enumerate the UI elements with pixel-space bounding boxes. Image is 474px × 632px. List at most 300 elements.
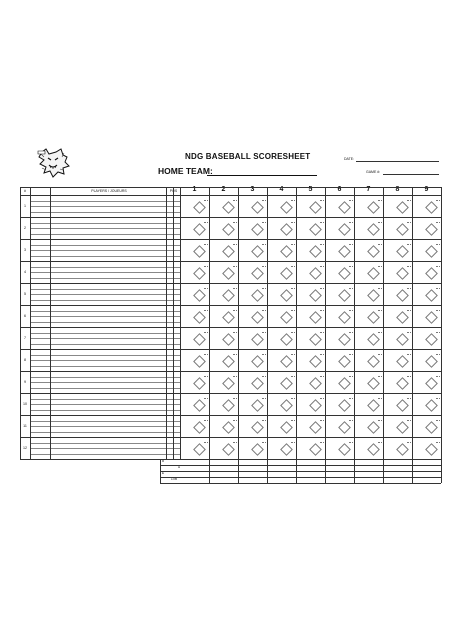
grid-line	[30, 256, 180, 257]
count-marks	[436, 200, 440, 201]
base-diamond-icon	[309, 201, 322, 214]
at-bat-cell[interactable]	[267, 195, 296, 217]
home-team-field[interactable]	[207, 175, 317, 176]
row-number: 4	[24, 270, 26, 274]
base-diamond-icon	[193, 377, 206, 390]
count-marks	[349, 420, 353, 421]
row-number: 7	[24, 336, 26, 340]
at-bat-cell[interactable]	[296, 195, 325, 217]
count-marks	[291, 442, 295, 443]
count-marks	[262, 288, 266, 289]
totals-cell[interactable]	[209, 477, 238, 483]
at-bat-cell[interactable]	[412, 327, 441, 349]
at-bat-cell[interactable]	[325, 305, 354, 327]
grid-line	[30, 355, 180, 356]
count-marks	[378, 222, 382, 223]
count-marks	[320, 442, 324, 443]
base-diamond-icon	[280, 311, 293, 324]
at-bat-cell[interactable]	[209, 437, 238, 459]
base-diamond-icon	[338, 289, 351, 302]
totals-cell[interactable]	[412, 477, 441, 483]
at-bat-cell[interactable]	[412, 283, 441, 305]
count-marks	[291, 420, 295, 421]
count-marks	[378, 376, 382, 377]
at-bat-cell[interactable]	[180, 393, 209, 415]
at-bat-cell[interactable]	[325, 327, 354, 349]
base-diamond-icon	[396, 443, 409, 456]
count-marks	[204, 200, 208, 201]
base-diamond-icon	[425, 355, 438, 368]
base-diamond-icon	[396, 267, 409, 280]
at-bat-cell[interactable]	[180, 305, 209, 327]
totals-cell[interactable]	[180, 477, 209, 483]
row-number: 6	[24, 314, 26, 318]
at-bat-cell[interactable]	[209, 371, 238, 393]
inning-header: 1	[192, 186, 197, 193]
base-diamond-icon	[251, 267, 264, 280]
base-diamond-icon	[367, 245, 380, 258]
base-diamond-icon	[309, 421, 322, 434]
at-bat-cell[interactable]	[180, 371, 209, 393]
at-bat-cell[interactable]	[354, 305, 383, 327]
count-marks	[291, 244, 295, 245]
row-number: 5	[24, 292, 26, 296]
at-bat-cell[interactable]	[325, 283, 354, 305]
at-bat-cell[interactable]	[325, 349, 354, 371]
at-bat-cell[interactable]	[412, 239, 441, 261]
count-marks	[436, 420, 440, 421]
base-diamond-icon	[251, 289, 264, 302]
base-diamond-icon	[222, 443, 235, 456]
at-bat-cell[interactable]	[412, 217, 441, 239]
row-number: 12	[23, 446, 27, 450]
base-diamond-icon	[193, 443, 206, 456]
at-bat-cell[interactable]	[180, 239, 209, 261]
base-diamond-icon	[222, 333, 235, 346]
base-diamond-icon	[251, 399, 264, 412]
count-marks	[233, 442, 237, 443]
count-marks	[378, 244, 382, 245]
base-diamond-icon	[280, 223, 293, 236]
grid-line	[30, 234, 180, 235]
count-marks	[262, 442, 266, 443]
grid-line	[30, 206, 180, 207]
grid-line	[30, 322, 180, 323]
base-diamond-icon	[425, 333, 438, 346]
base-diamond-icon	[396, 311, 409, 324]
base-diamond-icon	[309, 245, 322, 258]
at-bat-cell[interactable]	[238, 261, 267, 283]
count-marks	[378, 354, 382, 355]
count-marks	[291, 222, 295, 223]
count-marks	[320, 310, 324, 311]
at-bat-cell[interactable]	[296, 437, 325, 459]
at-bat-cell[interactable]	[354, 371, 383, 393]
count-marks	[349, 222, 353, 223]
totals-cell[interactable]	[296, 477, 325, 483]
count-marks	[262, 420, 266, 421]
count-marks	[233, 310, 237, 311]
grid-line	[30, 212, 180, 213]
at-bat-cell[interactable]	[296, 305, 325, 327]
base-diamond-icon	[396, 223, 409, 236]
grid-line	[173, 187, 174, 459]
base-diamond-icon	[338, 443, 351, 456]
at-bat-cell[interactable]	[383, 393, 412, 415]
totals-label: LOB	[171, 477, 178, 481]
at-bat-cell[interactable]	[180, 437, 209, 459]
at-bat-cell[interactable]	[412, 437, 441, 459]
at-bat-cell[interactable]	[296, 349, 325, 371]
at-bat-cell[interactable]	[354, 393, 383, 415]
grid-line	[20, 187, 441, 188]
base-diamond-icon	[251, 443, 264, 456]
row-number: 8	[24, 358, 26, 362]
count-marks	[262, 244, 266, 245]
at-bat-cell[interactable]	[209, 195, 238, 217]
base-diamond-icon	[338, 245, 351, 258]
at-bat-cell[interactable]	[296, 261, 325, 283]
totals-cell[interactable]	[325, 477, 354, 483]
base-diamond-icon	[425, 245, 438, 258]
count-marks	[407, 288, 411, 289]
at-bat-cell[interactable]	[209, 261, 238, 283]
count-marks	[204, 244, 208, 245]
count-marks	[204, 420, 208, 421]
at-bat-cell[interactable]	[412, 195, 441, 217]
base-diamond-icon	[367, 201, 380, 214]
at-bat-cell[interactable]	[238, 239, 267, 261]
at-bat-cell[interactable]	[209, 305, 238, 327]
at-bat-cell[interactable]	[325, 437, 354, 459]
grid-line	[30, 360, 180, 361]
totals-cell[interactable]	[238, 477, 267, 483]
at-bat-cell[interactable]	[296, 217, 325, 239]
base-diamond-icon	[309, 443, 322, 456]
at-bat-cell[interactable]	[238, 195, 267, 217]
inning-header: 4	[279, 186, 284, 193]
at-bat-cell[interactable]	[238, 217, 267, 239]
at-bat-cell[interactable]	[412, 371, 441, 393]
count-marks	[378, 398, 382, 399]
base-diamond-icon	[338, 399, 351, 412]
count-marks	[349, 442, 353, 443]
at-bat-cell[interactable]	[412, 415, 441, 437]
at-bat-cell[interactable]	[354, 239, 383, 261]
totals-label: R	[162, 459, 165, 463]
inning-header: 5	[308, 186, 313, 193]
count-marks	[407, 332, 411, 333]
at-bat-cell[interactable]	[209, 393, 238, 415]
count-marks	[436, 288, 440, 289]
at-bat-cell[interactable]	[267, 239, 296, 261]
at-bat-cell[interactable]	[267, 305, 296, 327]
at-bat-cell[interactable]	[180, 349, 209, 371]
at-bat-cell[interactable]	[383, 437, 412, 459]
count-marks	[204, 354, 208, 355]
base-diamond-icon	[280, 421, 293, 434]
base-diamond-icon	[425, 399, 438, 412]
base-diamond-icon	[193, 267, 206, 280]
grid-line	[50, 187, 51, 459]
count-marks	[233, 398, 237, 399]
base-diamond-icon	[251, 311, 264, 324]
grid-line	[30, 272, 180, 273]
count-marks	[436, 244, 440, 245]
base-diamond-icon	[193, 289, 206, 302]
at-bat-cell[interactable]	[325, 415, 354, 437]
at-bat-cell[interactable]	[267, 217, 296, 239]
at-bat-cell[interactable]	[296, 239, 325, 261]
base-diamond-icon	[367, 399, 380, 412]
base-diamond-icon	[338, 355, 351, 368]
base-diamond-icon	[425, 443, 438, 456]
at-bat-cell[interactable]	[180, 283, 209, 305]
count-marks	[233, 266, 237, 267]
score-grid	[20, 186, 440, 481]
at-bat-cell[interactable]	[383, 327, 412, 349]
base-diamond-icon	[251, 223, 264, 236]
count-marks	[378, 420, 382, 421]
grid-line	[166, 187, 167, 459]
count-marks	[262, 200, 266, 201]
count-marks	[291, 398, 295, 399]
base-diamond-icon	[222, 201, 235, 214]
grid-line	[160, 483, 441, 484]
grid-line	[441, 187, 442, 483]
base-diamond-icon	[222, 311, 235, 324]
totals-cell[interactable]	[383, 477, 412, 483]
base-diamond-icon	[222, 245, 235, 258]
count-marks	[349, 200, 353, 201]
grid-line	[30, 448, 180, 449]
grid-line	[30, 344, 180, 345]
at-bat-cell[interactable]	[383, 415, 412, 437]
at-bat-cell[interactable]	[383, 195, 412, 217]
at-bat-cell[interactable]	[383, 217, 412, 239]
base-diamond-icon	[425, 267, 438, 280]
count-marks	[349, 332, 353, 333]
base-diamond-icon	[425, 311, 438, 324]
grid-line	[30, 245, 180, 246]
grid-line	[30, 316, 180, 317]
at-bat-cell[interactable]	[296, 371, 325, 393]
game-number-field[interactable]	[383, 174, 439, 175]
base-diamond-icon	[280, 377, 293, 390]
base-diamond-icon	[338, 311, 351, 324]
base-diamond-icon	[309, 333, 322, 346]
base-diamond-icon	[396, 377, 409, 390]
base-diamond-icon	[193, 223, 206, 236]
number-column-header: #	[24, 189, 26, 193]
count-marks	[436, 442, 440, 443]
at-bat-cell[interactable]	[267, 327, 296, 349]
at-bat-cell[interactable]	[296, 393, 325, 415]
grid-line	[30, 399, 180, 400]
at-bat-cell[interactable]	[296, 327, 325, 349]
at-bat-cell[interactable]	[354, 327, 383, 349]
at-bat-cell[interactable]	[180, 415, 209, 437]
base-diamond-icon	[367, 223, 380, 236]
count-marks	[320, 222, 324, 223]
at-bat-cell[interactable]	[354, 283, 383, 305]
base-diamond-icon	[251, 333, 264, 346]
grid-line	[30, 388, 180, 389]
at-bat-cell[interactable]	[267, 349, 296, 371]
at-bat-cell[interactable]	[180, 327, 209, 349]
count-marks	[407, 376, 411, 377]
grid-line	[30, 300, 180, 301]
count-marks	[407, 310, 411, 311]
game-number-label: GAME #:	[366, 170, 381, 174]
at-bat-cell[interactable]	[383, 371, 412, 393]
base-diamond-icon	[193, 399, 206, 412]
count-marks	[407, 222, 411, 223]
at-bat-cell[interactable]	[383, 283, 412, 305]
at-bat-cell[interactable]	[267, 283, 296, 305]
at-bat-cell[interactable]	[267, 393, 296, 415]
count-marks	[349, 376, 353, 377]
at-bat-cell[interactable]	[354, 437, 383, 459]
count-marks	[320, 288, 324, 289]
at-bat-cell[interactable]	[354, 349, 383, 371]
at-bat-cell[interactable]	[412, 305, 441, 327]
count-marks	[262, 398, 266, 399]
base-diamond-icon	[193, 201, 206, 214]
count-marks	[204, 332, 208, 333]
count-marks	[349, 398, 353, 399]
at-bat-cell[interactable]	[412, 261, 441, 283]
row-number: 11	[23, 424, 27, 428]
at-bat-cell[interactable]	[238, 393, 267, 415]
at-bat-cell[interactable]	[180, 217, 209, 239]
count-marks	[233, 376, 237, 377]
date-field[interactable]	[356, 161, 439, 162]
at-bat-cell[interactable]	[238, 305, 267, 327]
base-diamond-icon	[425, 421, 438, 434]
base-diamond-icon	[222, 289, 235, 302]
count-marks	[233, 288, 237, 289]
at-bat-cell[interactable]	[354, 261, 383, 283]
count-marks	[378, 442, 382, 443]
base-diamond-icon	[193, 421, 206, 434]
count-marks	[291, 266, 295, 267]
count-marks	[233, 332, 237, 333]
count-marks	[320, 200, 324, 201]
count-marks	[291, 310, 295, 311]
at-bat-cell[interactable]	[238, 327, 267, 349]
at-bat-cell[interactable]	[238, 371, 267, 393]
count-marks	[262, 310, 266, 311]
at-bat-cell[interactable]	[267, 415, 296, 437]
page-title: NDG BASEBALL SCORESHEET	[185, 152, 311, 161]
at-bat-cell[interactable]	[325, 195, 354, 217]
count-marks	[291, 288, 295, 289]
at-bat-cell[interactable]	[209, 415, 238, 437]
at-bat-cell[interactable]	[354, 217, 383, 239]
at-bat-cell[interactable]	[267, 371, 296, 393]
at-bat-cell[interactable]	[209, 349, 238, 371]
grid-line	[30, 187, 31, 459]
count-marks	[233, 244, 237, 245]
at-bat-cell[interactable]	[383, 239, 412, 261]
count-marks	[320, 398, 324, 399]
at-bat-cell[interactable]	[325, 261, 354, 283]
at-bat-cell[interactable]	[209, 327, 238, 349]
count-marks	[204, 310, 208, 311]
count-marks	[320, 244, 324, 245]
count-marks	[291, 200, 295, 201]
at-bat-cell[interactable]	[325, 371, 354, 393]
base-diamond-icon	[222, 377, 235, 390]
at-bat-cell[interactable]	[180, 195, 209, 217]
at-bat-cell[interactable]	[238, 349, 267, 371]
base-diamond-icon	[193, 311, 206, 324]
count-marks	[291, 376, 295, 377]
base-diamond-icon	[280, 443, 293, 456]
at-bat-cell[interactable]	[412, 393, 441, 415]
count-marks	[204, 266, 208, 267]
grid-line	[30, 201, 180, 202]
count-marks	[349, 310, 353, 311]
count-marks	[320, 354, 324, 355]
count-marks	[262, 376, 266, 377]
at-bat-cell[interactable]	[267, 261, 296, 283]
at-bat-cell[interactable]	[325, 217, 354, 239]
base-diamond-icon	[280, 333, 293, 346]
at-bat-cell[interactable]	[209, 239, 238, 261]
at-bat-cell[interactable]	[325, 239, 354, 261]
at-bat-cell[interactable]	[180, 261, 209, 283]
base-diamond-icon	[193, 333, 206, 346]
at-bat-cell[interactable]	[383, 261, 412, 283]
at-bat-cell[interactable]	[209, 217, 238, 239]
totals-cell[interactable]	[354, 477, 383, 483]
count-marks	[349, 244, 353, 245]
at-bat-cell[interactable]	[209, 283, 238, 305]
count-marks	[262, 222, 266, 223]
count-marks	[204, 376, 208, 377]
at-bat-cell[interactable]	[238, 415, 267, 437]
count-marks	[378, 332, 382, 333]
base-diamond-icon	[396, 245, 409, 258]
base-diamond-icon	[338, 223, 351, 236]
at-bat-cell[interactable]	[383, 349, 412, 371]
row-number: 1	[24, 204, 26, 208]
at-bat-cell[interactable]	[238, 283, 267, 305]
count-marks	[291, 332, 295, 333]
base-diamond-icon	[367, 355, 380, 368]
grid-line	[30, 223, 180, 224]
inning-header: 9	[424, 186, 429, 193]
at-bat-cell[interactable]	[412, 349, 441, 371]
at-bat-cell[interactable]	[354, 415, 383, 437]
base-diamond-icon	[251, 377, 264, 390]
at-bat-cell[interactable]	[296, 415, 325, 437]
at-bat-cell[interactable]	[296, 283, 325, 305]
at-bat-cell[interactable]	[354, 195, 383, 217]
base-diamond-icon	[280, 399, 293, 412]
at-bat-cell[interactable]	[267, 437, 296, 459]
wolf-logo-icon	[36, 148, 72, 178]
base-diamond-icon	[338, 267, 351, 280]
at-bat-cell[interactable]	[325, 393, 354, 415]
at-bat-cell[interactable]	[383, 305, 412, 327]
at-bat-cell[interactable]	[238, 437, 267, 459]
totals-cell[interactable]	[267, 477, 296, 483]
count-marks	[407, 266, 411, 267]
base-diamond-icon	[309, 355, 322, 368]
